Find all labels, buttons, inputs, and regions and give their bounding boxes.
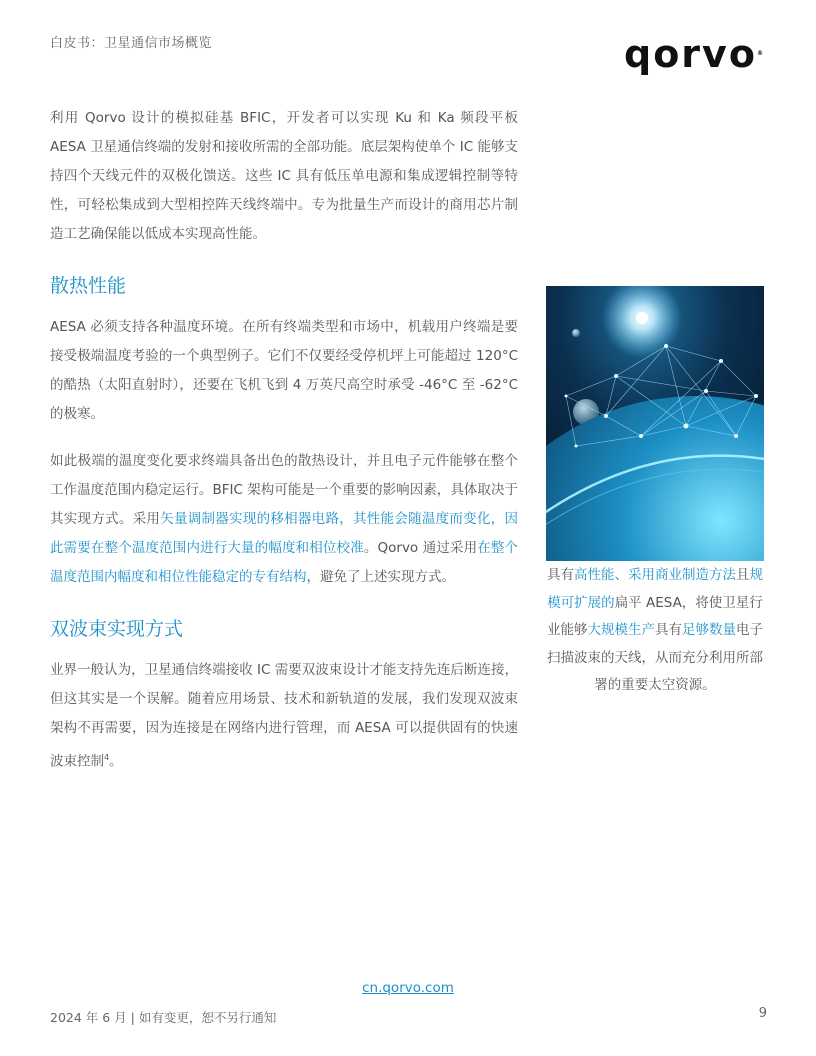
section-heading-thermal: 散热性能 [50, 275, 127, 297]
qorvo-logo [624, 34, 763, 74]
section-heading-dual-beam: 双波束实现方式 [50, 618, 184, 640]
text-run: 扁平 AESA，将使卫星行业能够 [547, 594, 763, 638]
website-link[interactable]: cn.qorvo.com [362, 980, 454, 996]
text-run: 且 [736, 567, 750, 583]
text-run: 具有 [655, 622, 682, 638]
caption-link-sufficient[interactable]: 足够数量 [682, 622, 736, 638]
intro-paragraph: 利用 Qorvo 设计的模拟硅基 BFIC，开发者可以实现 Ku 和 Ka 频段平板 AESA 卫星通信终端的发射和接收所需的全部功能。底层架构使单个 IC 能够支持四个天线元件的双极化馈送。这些 IC 具有低压单电源和集成逻辑控制等特性，可轻松集成到大型相控阵天线终端中。专为批量生产而设计的商用芯片制造工艺确保能以低成本实现高性能。 [50, 110, 518, 242]
thermal-paragraph-1: AESA 必须支持各种温度环境。在所有终端类型和市场中，机载用户终端是要接受极端温度考验的一个典型例子。它们不仅要经受停机坪上可能超过 120°C 的酷热（太阳直射时），还要在飞机飞到 4 万英尺高空时承受 -46°C 至 -62°C 的极寒。 [50, 319, 518, 422]
text-run: ，避免了上述实现方式。 [306, 569, 455, 585]
image-caption [546, 562, 764, 700]
caption-link-performance[interactable]: 高性能、采用商业制造方法 [574, 567, 736, 583]
text-run: 如此极端的温度变化要求终端具备出色的散热设计，并且电子元件能够在整个工作温度范围内稳定运行。BFIC 架构可能是一个重要的影响因素，具体取决于其实现方式。采用 [50, 453, 518, 527]
text-run: 具有 [547, 567, 574, 583]
text-run: 电子扫描波束的天线，从而充分利用所部署的重要太空资源。 [547, 622, 763, 693]
registered-mark: ® [756, 50, 763, 57]
phase-shifter-link[interactable]: 矢量调制器实现的移相器电路，其性能会随温度而变化，因此需要在整个温度范围内进行大量的幅度和相位校准 [50, 511, 519, 556]
caption-link-scalable[interactable]: 规模可扩展的 [547, 567, 763, 611]
logo-text: qorvo [624, 32, 757, 76]
satellite-network-earth-image [546, 286, 764, 561]
main-content [50, 104, 518, 777]
text-run: 。Qorvo 通过采用 [363, 540, 478, 556]
document-header-title: 白皮书：卫星通信市场概览 [50, 36, 213, 51]
proprietary-structure-link[interactable]: 在整个温度范围内幅度和相位性能稳定的专有结构 [50, 540, 519, 585]
text-run: 。 [109, 753, 123, 770]
dual-beam-paragraph [50, 656, 518, 777]
caption-link-mass-production[interactable]: 大规模生产 [587, 622, 655, 638]
text-run: 业界一般认为，卫星通信终端接收 IC 需要双波束设计才能支持先连后断连接，但这其实是一个误解。随着应用场景、技术和新轨道的发展，我们发现双波束架构不再需要，因为连接是在网络内进行管理，而 AESA 可以提供固有的快速波束控制 [50, 662, 518, 770]
footnote-ref[interactable]: 4 [104, 753, 110, 762]
footer-date-note: 2024 年 6 月 | 如有变更，恕不另行通知 [50, 1010, 277, 1025]
page-number: 9 [758, 1006, 767, 1021]
thermal-paragraph-2 [50, 447, 518, 592]
